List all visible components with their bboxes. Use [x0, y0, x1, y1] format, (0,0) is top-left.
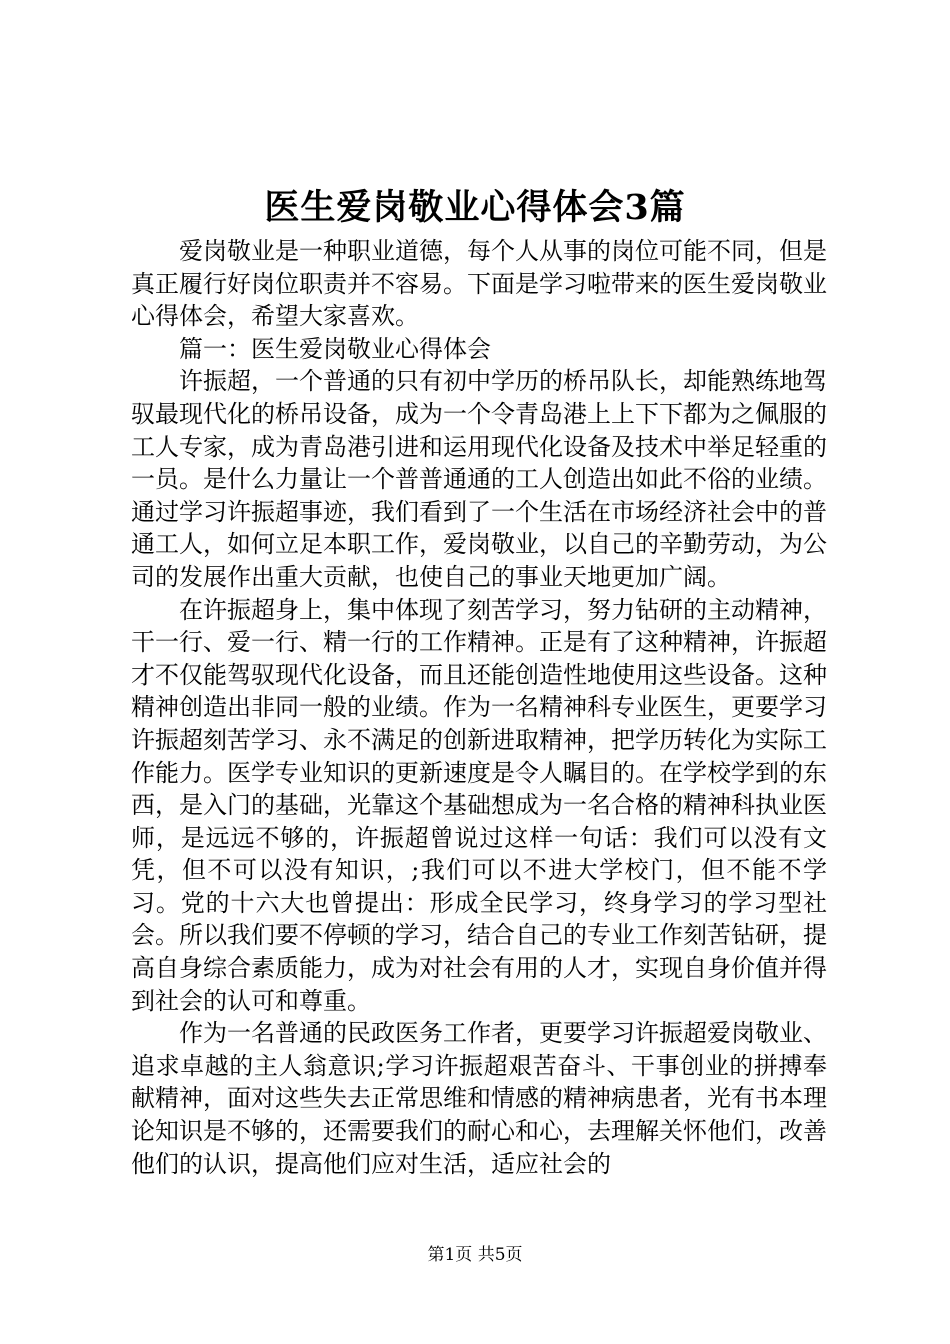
body-paragraph: 在许振超身上，集中体现了刻苦学习，努力钻研的主动精神，干一行、爱一行、精一行的工作精神。正是有了这种精神，许振超才不仅能驾驭现代化设备，而且还能创造性地使用这些设备。这种精神创造出非同一般的业绩。作为一名精神科专业医生，更要学习许振超刻苦学习、永不满足的创新进取精神，把学历转化为实际工作能力。医学专业知识的更新速度是令人瞩目的。在学校学到的东西，是入门的基础，光靠这个基础想成为一名合格的精神科执业医师，是远远不够的，许振超曾说过这样一句话：我们可以没有文凭，但不可以没有知识，;我们可以不进大学校门，但不能不学习。党的十六大也曾提出：形成全民学习，终身学习的学习型社会。所以我们要不停顿的学习，结合自己的专业工作刻苦钻研，提高自身综合素质能力，成为对社会有用的人才，实现自身价值并得到社会的认可和尊重。: [131, 595, 827, 1015]
page-footer: 第1页 共5页: [427, 1245, 523, 1265]
intro-paragraph: 爱岗敬业是一种职业道德，每个人从事的岗位可能不同，但是真正履行好岗位职责并不容易。下面是学习啦带来的医生爱岗敬业心得体会，希望大家喜欢。: [131, 237, 827, 331]
section-heading: 篇一：医生爱岗敬业心得体会: [179, 334, 491, 363]
body-paragraph: 作为一名普通的民政医务工作者，更要学习许振超爱岗敬业、追求卓越的主人翁意识;学习许振超艰苦奋斗、干事创业的拼搏奉献精神，面对这些失去正常思维和情感的精神病患者，光有书本理论知识是不够的，还需要我们的耐心和心，去理解关怀他们，改善他们的认识，提高他们应对生活，适应社会的: [131, 1019, 827, 1178]
document-title: 医生爱岗敬业心得体会3篇: [264, 187, 686, 228]
document-body: [131, 235, 827, 1180]
body-paragraph: 许振超，一个普通的只有初中学历的桥吊队长，却能熟练地驾驭最现代化的桥吊设备，成为一个令青岛港上上下下都为之佩服的工人专家，成为青岛港引进和运用现代化设备及技术中举足轻重的一员。是什么力量让一个普普通通的工人创造出如此不俗的业绩。通过学习许振超事迹，我们看到了一个生活在市场经济社会中的普通工人，如何立足本职工作，爱岗敬业，以自己的辛勤劳动，为公司的发展作出重大贡献，也使自己的事业天地更加广阔。: [131, 367, 827, 591]
